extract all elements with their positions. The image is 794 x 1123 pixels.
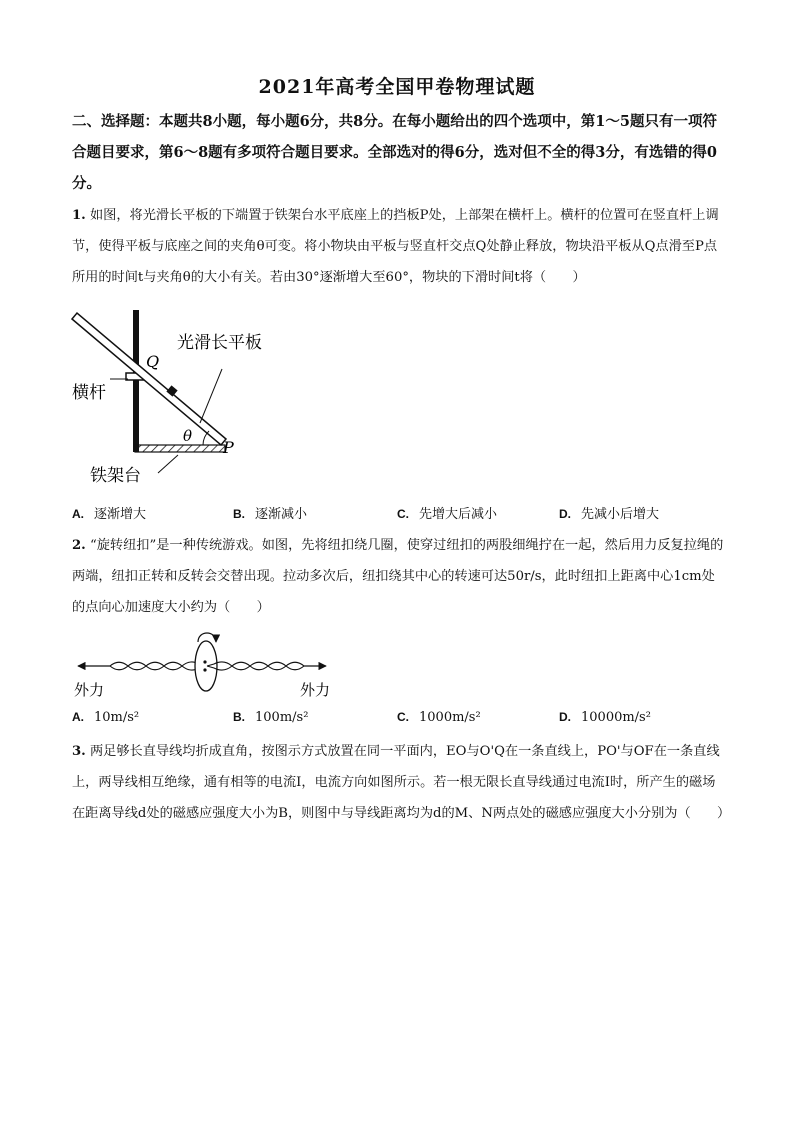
option-text: 先减小后增大 <box>581 507 660 522</box>
board-pointer <box>200 369 222 423</box>
label-rod: 横杆 <box>72 383 106 403</box>
option-text: 1000m/s² <box>419 710 481 725</box>
option-d[interactable] <box>559 710 651 725</box>
option-d[interactable] <box>559 503 659 522</box>
stand-pointer <box>158 455 178 473</box>
option-b[interactable] <box>233 503 307 522</box>
label-theta: θ <box>183 427 193 445</box>
option-text: 逐渐减小 <box>255 507 308 522</box>
question-number: 3. <box>72 744 86 759</box>
question-number: 1. <box>72 208 86 223</box>
question-2 <box>72 530 724 623</box>
stand-base <box>135 445 225 452</box>
q2-options <box>72 710 732 732</box>
option-c[interactable] <box>397 503 497 522</box>
q1-options <box>72 503 732 525</box>
option-text: 逐渐增大 <box>94 507 147 522</box>
button-figure <box>70 628 340 702</box>
label-stand: 铁架台 <box>90 466 141 486</box>
option-letter: D. <box>559 710 571 724</box>
option-b[interactable] <box>233 710 308 725</box>
label-left-force: 外力 <box>74 681 105 699</box>
option-letter: C. <box>397 710 409 724</box>
option-text: 10m/s² <box>94 710 140 725</box>
option-text: 100m/s² <box>255 710 309 725</box>
option-a[interactable] <box>72 710 139 725</box>
page-title: 2021年高考全国甲卷物理试题 <box>258 76 536 98</box>
option-text: 先增大后减小 <box>419 507 498 522</box>
question-1 <box>72 200 724 293</box>
vertical-rod <box>133 310 139 452</box>
option-letter: C. <box>397 507 409 521</box>
incline-figure <box>60 305 290 490</box>
label-right-force: 外力 <box>300 681 331 699</box>
question-text: “旋转纽扣”是一种传统游戏。如图，先将纽扣绕几圈，使穿过纽扣的两股细绳拧在一起，然后用力反复拉绳的两端，纽扣正转和反转会交替出现。拉动多次后，纽扣绕其中心的转速可达50r/s，此时纽扣上距离中心1cm处的点向心加速度大小约为（ ） <box>72 538 724 615</box>
option-letter: B. <box>233 507 245 521</box>
label-q: Q <box>146 352 160 371</box>
label-board: 光滑长平板 <box>177 333 262 353</box>
option-letter: B. <box>233 710 245 724</box>
section-header: 二、选择题：本题共8小题，每小题6分，共8分。在每小题给出的四个选项中，第1～5题只有一项符合题目要求，第6～8题有多项符合题目要求。全部选对的得6分，选对但不全的得3分，有选错的得0分。 <box>72 113 717 192</box>
question-text: 两足够长直导线均折成直角，按图示方式放置在同一平面内，EO与O'Q在一条直线上，PO'与OF在一条直线上，两导线相互绝缘，通有相等的电流I，电流方向如图所示。若一根无限长直导线通过电流I时，所产生的磁场在距离导线d处的磁感应强度大小为B，则图中与导线距离均为d的M、N两点处的磁感应强度大小分别为（ ） <box>72 744 731 821</box>
label-p: P <box>223 438 234 457</box>
question-3 <box>72 736 731 829</box>
option-letter: A. <box>72 507 84 521</box>
option-a[interactable] <box>72 503 146 522</box>
option-c[interactable] <box>397 710 481 725</box>
option-letter: D. <box>559 507 571 521</box>
question-text: 如图，将光滑长平板的下端置于铁架台水平底座上的挡板P处，上部架在横杆上。横杆的位置可在竖直杆上调节，使得平板与底座之间的夹角θ可变。将小物块由平板与竖直杆交点Q处静止释放，物块沿平板从Q点滑至P点所用的时间t与夹角θ的大小有关。若由30°逐渐增大至60°，物块的下滑时间t将（ ） <box>72 208 719 285</box>
option-letter: A. <box>72 710 84 724</box>
button-disc <box>195 641 217 691</box>
button-hole <box>203 660 206 663</box>
question-number: 2. <box>72 538 86 553</box>
option-text: 10000m/s² <box>581 710 651 725</box>
button-hole <box>203 668 206 671</box>
